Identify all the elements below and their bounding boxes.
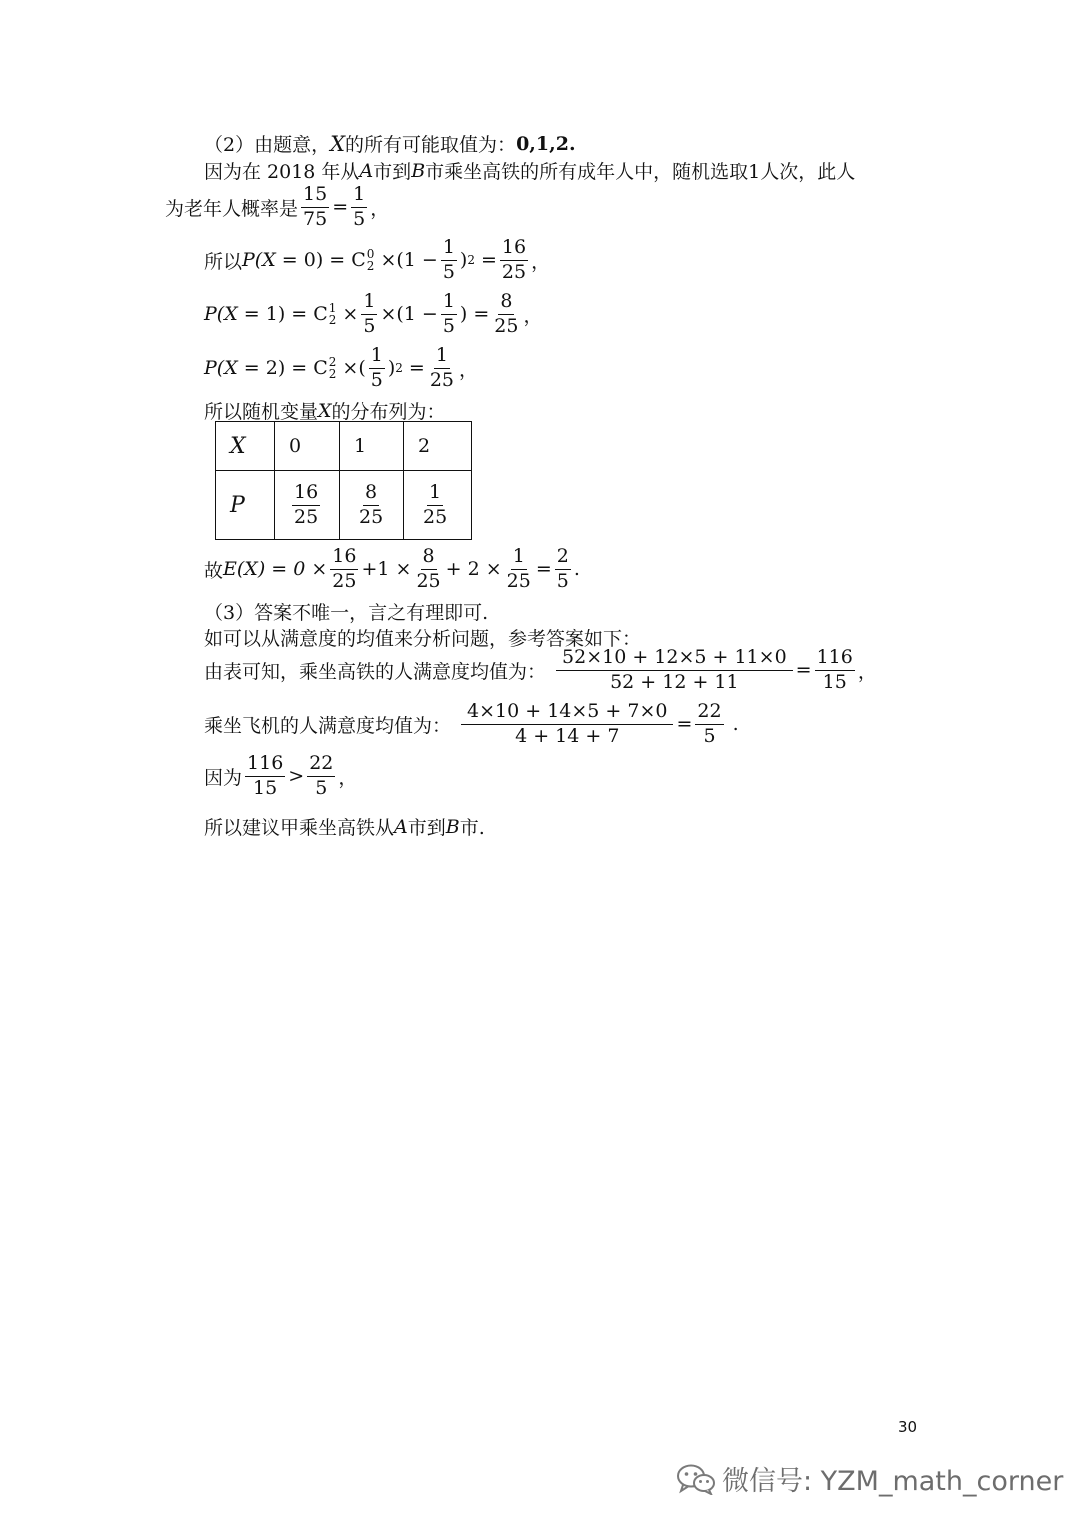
table-cell: $\frac{16}{25}$ bbox=[275, 471, 340, 540]
table-cell: 2 bbox=[404, 422, 472, 471]
part3-heading: （3）答案不唯一，言之有理即可. bbox=[204, 602, 489, 624]
fraction-15-75: $\frac{15}{75}$ bbox=[303, 183, 328, 230]
rail-mean-result: $\frac{116}{15}$ bbox=[816, 646, 853, 693]
part2-sentence-1: 因为在 2018 年从 A 市到 B 市乘坐高铁的所有成年人中，随机选取1人次，此人 bbox=[204, 159, 856, 183]
table-header-p: P bbox=[216, 471, 275, 540]
comparison-line: 因为 $\frac{116}{15}$ > $\frac{22}{5}$ ， bbox=[204, 752, 358, 799]
rail-mean-line: 由表可知，乘坐高铁的人满意度均值为： $\frac{52\times 10 + 12\times 5 + 11\times 0}{52 + 12 + 11}$ = $\frac{116}{15}$ ， bbox=[204, 646, 877, 693]
table-row-p bbox=[216, 471, 472, 540]
p-x-0-line: 所以 P( X = 0) = C 0 2 × (1 − $\frac{1}{5}$ ) 2 = $\frac{16}{25}$ ， bbox=[204, 236, 551, 283]
table-cell: $\frac{1}{25}$ bbox=[404, 471, 472, 540]
part2-heading-line: （2）由题意， X 的所有可能取值为： 0,1,2. bbox=[204, 131, 576, 156]
elderly-probability-line: 为老年人概率是 $\frac{15}{75}$ = $\frac{1}{5}$ ， bbox=[165, 183, 390, 230]
watermark-text: 微信号: YZM_math_corner bbox=[722, 1466, 1064, 1497]
plane-mean-line: 乘坐飞机的人满意度均值为： $\frac{4\times 10 + 14\times 5 + 7\times 0}{4 + 14 + 7}$ = $\frac{22}{5}$ . bbox=[204, 700, 739, 747]
table-cell: $\frac{8}{25}$ bbox=[340, 471, 404, 540]
plane-mean-result: $\frac{22}{5}$ bbox=[697, 700, 722, 747]
rail-mean-fraction: $\frac{52\times 10 + 12\times 5 + 11\times 0}{52 + 12 + 11}$ bbox=[556, 648, 793, 693]
wechat-icon bbox=[676, 1463, 716, 1495]
conclusion-line: 所以建议甲乘坐高铁从 A 市到 B 市. bbox=[204, 815, 485, 839]
part3-intro: 如可以从满意度的均值来分析问题，参考答案如下： bbox=[204, 628, 642, 650]
expectation-result: $\frac{2}{5}$ bbox=[556, 545, 569, 592]
distribution-intro: 所以随机变量 X 的分布列为： bbox=[204, 399, 446, 423]
table-header-x: X bbox=[216, 422, 275, 471]
page-number: 30 bbox=[898, 1418, 918, 1436]
p-x-1-line: P( X = 1) = C 1 2 × $\frac{1}{5}$ × (1 − $\frac{1}{5}$ ) = $\frac{8}{25}$ ， bbox=[204, 290, 543, 337]
table-row-x bbox=[216, 422, 472, 471]
p1-result: $\frac{8}{25}$ bbox=[494, 290, 519, 337]
expectation-line: 故 E(X) = 0 × $\frac{16}{25}$ +1 × $\frac{8}{25}$ + 2 × $\frac{1}{25}$ = $\frac{2}{5}$ . bbox=[204, 545, 580, 592]
p-x-2-line: P( X = 2) = C 2 2 × ( $\frac{1}{5}$ ) 2 = $\frac{1}{25}$ ， bbox=[204, 344, 479, 391]
table-cell: 1 bbox=[340, 422, 404, 471]
plane-mean-fraction: $\frac{4\times 10 + 14\times 5 + 7\times 0}{4 + 14 + 7}$ bbox=[461, 702, 673, 747]
combination-c-2-2: C 2 2 bbox=[313, 355, 337, 382]
table-cell: 0 bbox=[275, 422, 340, 471]
combination-c-2-1: C 1 2 bbox=[313, 301, 337, 328]
watermark bbox=[676, 1459, 1063, 1498]
distribution-table bbox=[215, 421, 472, 540]
fraction-1-5: $\frac{1}{5}$ bbox=[353, 183, 366, 230]
p0-result: $\frac{16}{25}$ bbox=[501, 236, 527, 283]
p2-result: $\frac{1}{25}$ bbox=[429, 344, 455, 391]
combination-c-2-0: C 0 2 bbox=[351, 247, 375, 274]
